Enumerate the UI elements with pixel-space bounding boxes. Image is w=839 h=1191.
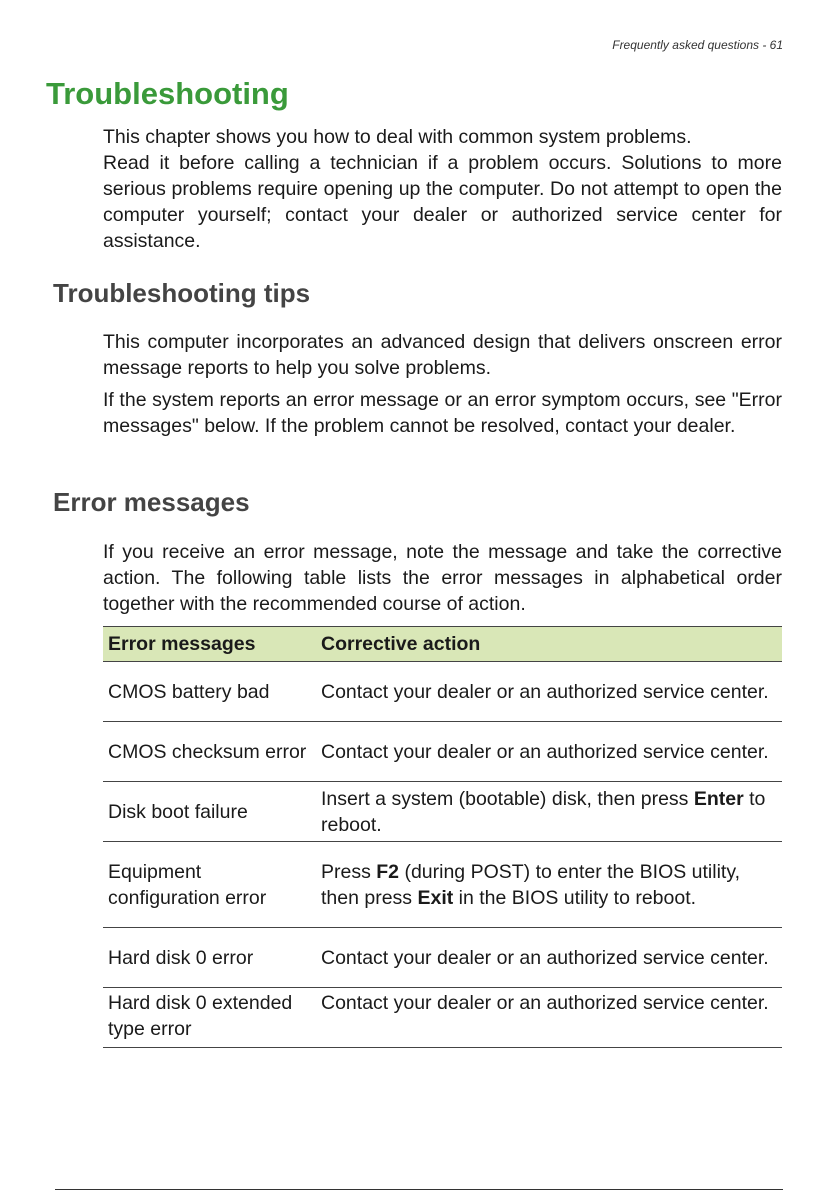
key-name: Enter (693, 787, 744, 810)
table-row (103, 782, 782, 842)
table-row (103, 842, 782, 928)
corrective-action-cell (316, 842, 782, 928)
section-heading-errors: Error messages (53, 487, 250, 517)
error-message-cell: Hard disk 0 error (103, 928, 316, 988)
corrective-action-cell (316, 782, 782, 842)
action-text: Insert a system (bootable) disk, then press (321, 787, 694, 810)
page-title: Troubleshooting (46, 76, 289, 111)
key-name: F2 (376, 860, 400, 883)
column-header-message: Error messages (103, 627, 316, 662)
table-row (103, 662, 782, 722)
table-row (103, 722, 782, 782)
corrective-action-cell: Contact your dealer or an authorized service center. (316, 928, 782, 988)
tips-paragraph-2: If the system reports an error message or an error symptom occurs, see "Error messages" below. If the problem cannot be resolved, contact your dealer. (103, 389, 782, 437)
error-message-cell: CMOS battery bad (103, 662, 316, 722)
table-header-row (103, 627, 782, 662)
error-message-cell: Hard disk 0 extended type error (103, 988, 316, 1048)
error-messages-table (103, 626, 782, 1048)
action-text: to reboot. (321, 787, 766, 836)
running-header: Frequently asked questions - 61 (612, 38, 783, 52)
action-text: (during POST) to enter the BIOS utility, then press (321, 860, 741, 909)
action-text: in the BIOS utility to reboot. (453, 886, 697, 909)
intro-paragraph: Read it before calling a technician if a problem occurs. Solutions to more serious problems require opening up the computer. Do not attempt to open the computer yourself; contact your dealer or authorized service center for assistance. (103, 152, 782, 252)
corrective-action-cell: Contact your dealer or an authorized service center. (316, 722, 782, 782)
error-message-cell: CMOS checksum error (103, 722, 316, 782)
table-row (103, 928, 782, 988)
key-name: Exit (417, 886, 454, 909)
section-heading-tips: Troubleshooting tips (53, 278, 311, 308)
intro-line: This chapter shows you how to deal with common system problems. (103, 126, 692, 148)
table-row (103, 988, 782, 1048)
error-message-cell: Equipment configuration error (103, 842, 316, 928)
corrective-action-cell: Contact your dealer or an authorized service center. (316, 662, 782, 722)
errors-paragraph: If you receive an error message, note the message and take the corrective action. The following table lists the error messages in alphabetical order together with the recommended course of action. (103, 541, 782, 615)
tips-paragraph-1: This computer incorporates an advanced design that delivers onscreen error message reports to help you solve problems. (103, 331, 782, 379)
action-text: Press (321, 860, 377, 883)
error-message-cell: Disk boot failure (103, 782, 316, 842)
column-header-action: Corrective action (316, 627, 782, 662)
footer-rule (55, 1189, 783, 1190)
corrective-action-cell: Contact your dealer or an authorized service center. (316, 988, 782, 1048)
